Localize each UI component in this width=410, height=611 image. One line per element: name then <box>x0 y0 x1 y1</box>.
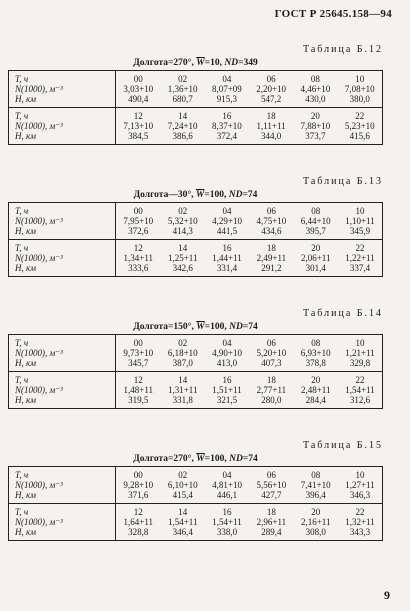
table-cell: 5,23+10 <box>344 121 375 131</box>
table-cell: 1,25+11 <box>167 253 198 263</box>
table-cell: 7,24+10 <box>167 121 198 131</box>
row-label-h: H, км <box>9 395 116 409</box>
document-header: ГОСТ Р 25645.158—94 <box>274 8 392 20</box>
table-cell: 06 <box>266 338 276 348</box>
table-cell: 1,48+11 <box>123 385 154 395</box>
table-cell: 387,0 <box>172 358 193 368</box>
table-cell: 1,10+11 <box>345 216 375 226</box>
table-cell: 6,10+10 <box>167 480 198 490</box>
table-cell: 413,0 <box>216 358 238 368</box>
table-cell: 08 <box>311 206 321 216</box>
table-cell: 00 <box>133 470 143 480</box>
table-cell: 345,9 <box>349 226 371 236</box>
table-cell: 289,4 <box>261 527 282 537</box>
table-cell: 20 <box>294 504 338 518</box>
table-cell: 333,6 <box>128 263 149 273</box>
table-cell: 6,18+10 <box>167 348 198 358</box>
table-cell: 16 <box>205 240 249 254</box>
table-cell: 441,5 <box>216 226 238 236</box>
row-label-t: T, ч <box>9 335 116 349</box>
table-cell: 6,44+10 <box>300 216 331 226</box>
table-cell: 12 <box>116 504 161 518</box>
table-cell: 00 <box>133 74 143 84</box>
row-label-n: N(1000), м⁻³ <box>9 385 116 395</box>
table-cell: 427,7 <box>261 490 282 500</box>
table-cell: 372,4 <box>216 131 237 141</box>
table-cell: 2,20+10 <box>256 84 287 94</box>
table-cell: 4,29+10 <box>212 216 242 226</box>
table-cell: 7,08+10 <box>344 84 375 94</box>
table-cell: 2,96+11 <box>256 517 287 527</box>
table-cell: 1,34+11 <box>123 253 154 263</box>
row-label-n: N(1000), м⁻³ <box>9 84 116 94</box>
table-cell: 06 <box>266 74 276 84</box>
table-title <box>8 321 383 333</box>
title-nd-symbol: ND <box>229 454 243 464</box>
table-cell: 490,4 <box>128 94 149 104</box>
table-cell: 291,2 <box>261 263 282 273</box>
table-cell: 331,4 <box>216 263 238 273</box>
table-cell: 342,6 <box>172 263 193 273</box>
table-cell: 1,54+11 <box>345 385 375 395</box>
table-cell: 371,6 <box>128 490 149 500</box>
table-cell: 16 <box>205 108 249 122</box>
table-cell: 20 <box>294 372 338 386</box>
table-b14-block <box>8 308 383 409</box>
table-row <box>9 263 383 277</box>
table-b15-block <box>8 440 383 541</box>
table-cell: 308,0 <box>305 527 326 537</box>
row-label-t: T, ч <box>9 71 116 85</box>
table-cell: 1,22+11 <box>345 253 375 263</box>
table-row <box>9 94 383 108</box>
table-cell: 8,07+09 <box>211 84 242 94</box>
table-cell: 08 <box>310 74 320 84</box>
table-cell: 20 <box>293 108 337 122</box>
table-cell: 2,77+11 <box>256 385 287 395</box>
table-cell: 18 <box>249 504 293 518</box>
table-cell: 396,4 <box>305 490 326 500</box>
title-longitude: Долгота=150°, <box>133 322 197 332</box>
table-cell: 415,4 <box>172 490 193 500</box>
table-row <box>9 467 383 481</box>
row-label-n: N(1000), м⁻³ <box>9 480 116 490</box>
table-cell: 22 <box>338 504 383 518</box>
title-nd-value: =74 <box>242 454 258 464</box>
table-cell: 373,7 <box>305 131 326 141</box>
title-nd-symbol: ND <box>229 322 243 332</box>
table-cell: 6,93+10 <box>300 348 331 358</box>
table-label: Таблица Б.13 <box>302 176 383 187</box>
table-row <box>9 84 383 94</box>
data-table <box>8 466 383 541</box>
table-row <box>9 395 383 409</box>
table-cell: 344,0 <box>260 131 282 141</box>
table-cell: 1,44+11 <box>212 253 242 263</box>
table-cell: 328,8 <box>128 527 149 537</box>
row-label-n: N(1000), м⁻³ <box>9 121 116 131</box>
table-cell: 1,32+11 <box>345 517 375 527</box>
title-w-value: =100, <box>204 454 230 464</box>
table-cell: 06 <box>266 470 276 480</box>
table-cell: 380,0 <box>349 94 370 104</box>
table-cell: 4,81+10 <box>212 480 242 490</box>
table-cell: 12 <box>116 108 161 122</box>
title-longitude: Долгота=270°, <box>133 454 197 464</box>
row-label-n: N(1000), м⁻³ <box>9 216 116 226</box>
table-cell: 338,0 <box>216 527 238 537</box>
table-cell: 20 <box>294 240 338 254</box>
table-cell: 407,3 <box>261 358 282 368</box>
table-cell: 00 <box>133 338 143 348</box>
table-row <box>9 121 383 131</box>
title-w-value: =100, <box>204 190 229 200</box>
data-table <box>8 334 383 409</box>
title-w-symbol: $\overline{W}$ <box>195 190 205 200</box>
table-cell: 547,2 <box>260 94 282 104</box>
table-cell: 22 <box>338 240 383 254</box>
table-row <box>9 517 383 527</box>
table-cell: 346,3 <box>349 490 371 500</box>
table-cell: 7,88+10 <box>300 121 331 131</box>
table-cell: 1,54+11 <box>212 517 242 527</box>
table-cell: 284,4 <box>305 395 326 405</box>
row-label-n: N(1000), м⁻³ <box>9 253 116 263</box>
row-label-t: T, ч <box>9 504 116 518</box>
table-cell: 16 <box>205 504 249 518</box>
table-cell: 1,21+11 <box>345 348 375 358</box>
table-cell: 16 <box>205 372 249 386</box>
row-label-h: H, км <box>9 94 116 108</box>
table-cell: 312,6 <box>349 395 371 405</box>
row-label-t: T, ч <box>9 467 116 481</box>
table-cell: 378,8 <box>305 358 326 368</box>
table-cell: 446,1 <box>216 490 238 500</box>
row-label-h: H, км <box>9 358 116 372</box>
table-cell: 04 <box>222 74 232 84</box>
table-cell: 10 <box>355 338 365 348</box>
table-cell: 18 <box>249 372 293 386</box>
table-cell: 10 <box>355 74 365 84</box>
table-cell: 02 <box>178 338 188 348</box>
table-cell: 346,4 <box>172 527 193 537</box>
table-cell: 337,4 <box>349 263 371 273</box>
table-cell: 3,03+10 <box>123 84 154 94</box>
table-cell: 280,0 <box>261 395 282 405</box>
title-w-value: =10, <box>204 58 225 68</box>
table-cell: 415,6 <box>349 131 370 141</box>
table-cell: 00 <box>133 206 143 216</box>
table-row <box>9 131 383 145</box>
table-row <box>9 480 383 490</box>
table-row <box>9 226 383 240</box>
table-cell: 1,54+11 <box>167 517 198 527</box>
table-cell: 10 <box>355 206 365 216</box>
table-b13-block <box>8 176 383 277</box>
row-label-h: H, км <box>9 490 116 504</box>
table-cell: 430,0 <box>305 94 326 104</box>
table-row <box>9 216 383 226</box>
row-label-t: T, ч <box>9 372 116 386</box>
table-label: Таблица Б.12 <box>302 44 383 55</box>
table-cell: 1,36+10 <box>167 84 198 94</box>
table-cell: 04 <box>222 338 232 348</box>
table-cell: 4,75+10 <box>256 216 287 226</box>
table-cell: 22 <box>338 372 383 386</box>
title-longitude: Долгота=270°, <box>133 58 197 68</box>
table-cell: 8,37+10 <box>211 121 242 131</box>
title-nd-value: =74 <box>242 190 258 200</box>
table-b12-block <box>8 44 383 145</box>
title-w-value: =100, <box>204 322 230 332</box>
title-w-symbol: $\overline{W}$ <box>196 58 205 68</box>
table-row <box>9 358 383 372</box>
row-label-h: H, км <box>9 527 116 541</box>
title-nd-symbol: ND <box>228 190 243 200</box>
table-row <box>9 71 383 85</box>
table-cell: 18 <box>249 108 293 122</box>
row-label-t: T, ч <box>9 108 116 122</box>
table-cell: 301,4 <box>305 263 326 273</box>
table-cell: 10 <box>355 470 365 480</box>
table-cell: 680,7 <box>172 94 193 104</box>
table-cell: 22 <box>337 108 382 122</box>
row-label-t: T, ч <box>9 203 116 217</box>
table-cell: 9,28+10 <box>123 480 154 490</box>
table-row <box>9 253 383 263</box>
table-cell: 2,16+11 <box>300 517 331 527</box>
table-cell: 12 <box>116 372 161 386</box>
row-label-n: N(1000), м⁻³ <box>9 348 116 358</box>
table-cell: 329,8 <box>349 358 371 368</box>
table-cell: 04 <box>222 206 232 216</box>
table-row <box>9 504 383 518</box>
table-cell: 7,95+10 <box>123 216 154 226</box>
table-cell: 384,5 <box>128 131 149 141</box>
table-cell: 5,32+10 <box>167 216 198 226</box>
table-cell: 9,73+10 <box>123 348 154 358</box>
table-cell: 414,3 <box>172 226 193 236</box>
table-cell: 2,49+11 <box>256 253 287 263</box>
table-row <box>9 372 383 386</box>
table-cell: 14 <box>161 240 205 254</box>
table-cell: 7,13+10 <box>123 121 154 131</box>
table-cell: 02 <box>178 206 188 216</box>
table-label: Таблица Б.14 <box>302 308 383 319</box>
table-cell: 1,31+11 <box>167 385 198 395</box>
table-cell: 321,5 <box>216 395 238 405</box>
title-nd-symbol: ND <box>224 58 239 68</box>
table-cell: 18 <box>249 240 293 254</box>
table-cell: 4,46+10 <box>300 84 331 94</box>
title-w-symbol: $\overline{W}$ <box>196 454 205 464</box>
table-row <box>9 527 383 541</box>
title-longitude: Долгота—30°, <box>133 190 196 200</box>
table-cell: 345,7 <box>128 358 149 368</box>
data-table <box>8 70 383 145</box>
table-row <box>9 335 383 349</box>
title-nd-value: =74 <box>242 322 258 332</box>
title-nd-value: =349 <box>238 58 258 68</box>
table-cell: 5,56+10 <box>256 480 287 490</box>
table-title <box>8 453 383 465</box>
table-cell: 915,3 <box>216 94 237 104</box>
table-cell: 395,7 <box>305 226 326 236</box>
table-cell: 331,8 <box>172 395 193 405</box>
table-row <box>9 240 383 254</box>
table-row <box>9 203 383 217</box>
table-cell: 2,06+11 <box>300 253 331 263</box>
table-cell: 7,41+10 <box>300 480 331 490</box>
table-cell: 1,64+11 <box>123 517 154 527</box>
table-row <box>9 108 383 122</box>
table-cell: 1,51+11 <box>212 385 242 395</box>
row-label-h: H, км <box>9 226 116 240</box>
row-label-h: H, км <box>9 263 116 277</box>
table-cell: 319,5 <box>128 395 149 405</box>
table-cell: 386,6 <box>172 131 193 141</box>
table-cell: 02 <box>178 470 188 480</box>
table-cell: 2,48+11 <box>300 385 331 395</box>
table-cell: 14 <box>161 372 205 386</box>
table-cell: 434,6 <box>261 226 282 236</box>
table-row <box>9 385 383 395</box>
table-row <box>9 348 383 358</box>
table-cell: 12 <box>116 240 161 254</box>
table-row <box>9 490 383 504</box>
row-label-h: H, км <box>9 131 116 145</box>
table-label: Таблица Б.15 <box>302 440 383 451</box>
page-number: 9 <box>384 588 390 602</box>
table-title <box>8 57 383 69</box>
table-cell: 06 <box>266 206 276 216</box>
table-cell: 343,3 <box>349 527 371 537</box>
table-title <box>8 189 383 201</box>
table-cell: 08 <box>311 338 321 348</box>
table-cell: 5,20+10 <box>256 348 287 358</box>
data-table <box>8 202 383 277</box>
title-w-symbol: $\overline{W}$ <box>196 322 205 332</box>
table-cell: 14 <box>161 504 205 518</box>
table-cell: 4,90+10 <box>212 348 242 358</box>
table-cell: 1,11+11 <box>256 121 286 131</box>
row-label-n: N(1000), м⁻³ <box>9 517 116 527</box>
table-cell: 04 <box>222 470 232 480</box>
table-cell: 372,6 <box>128 226 149 236</box>
table-cell: 1,27+11 <box>345 480 375 490</box>
table-cell: 02 <box>178 74 188 84</box>
row-label-t: T, ч <box>9 240 116 254</box>
table-cell: 14 <box>160 108 204 122</box>
table-cell: 08 <box>311 470 321 480</box>
